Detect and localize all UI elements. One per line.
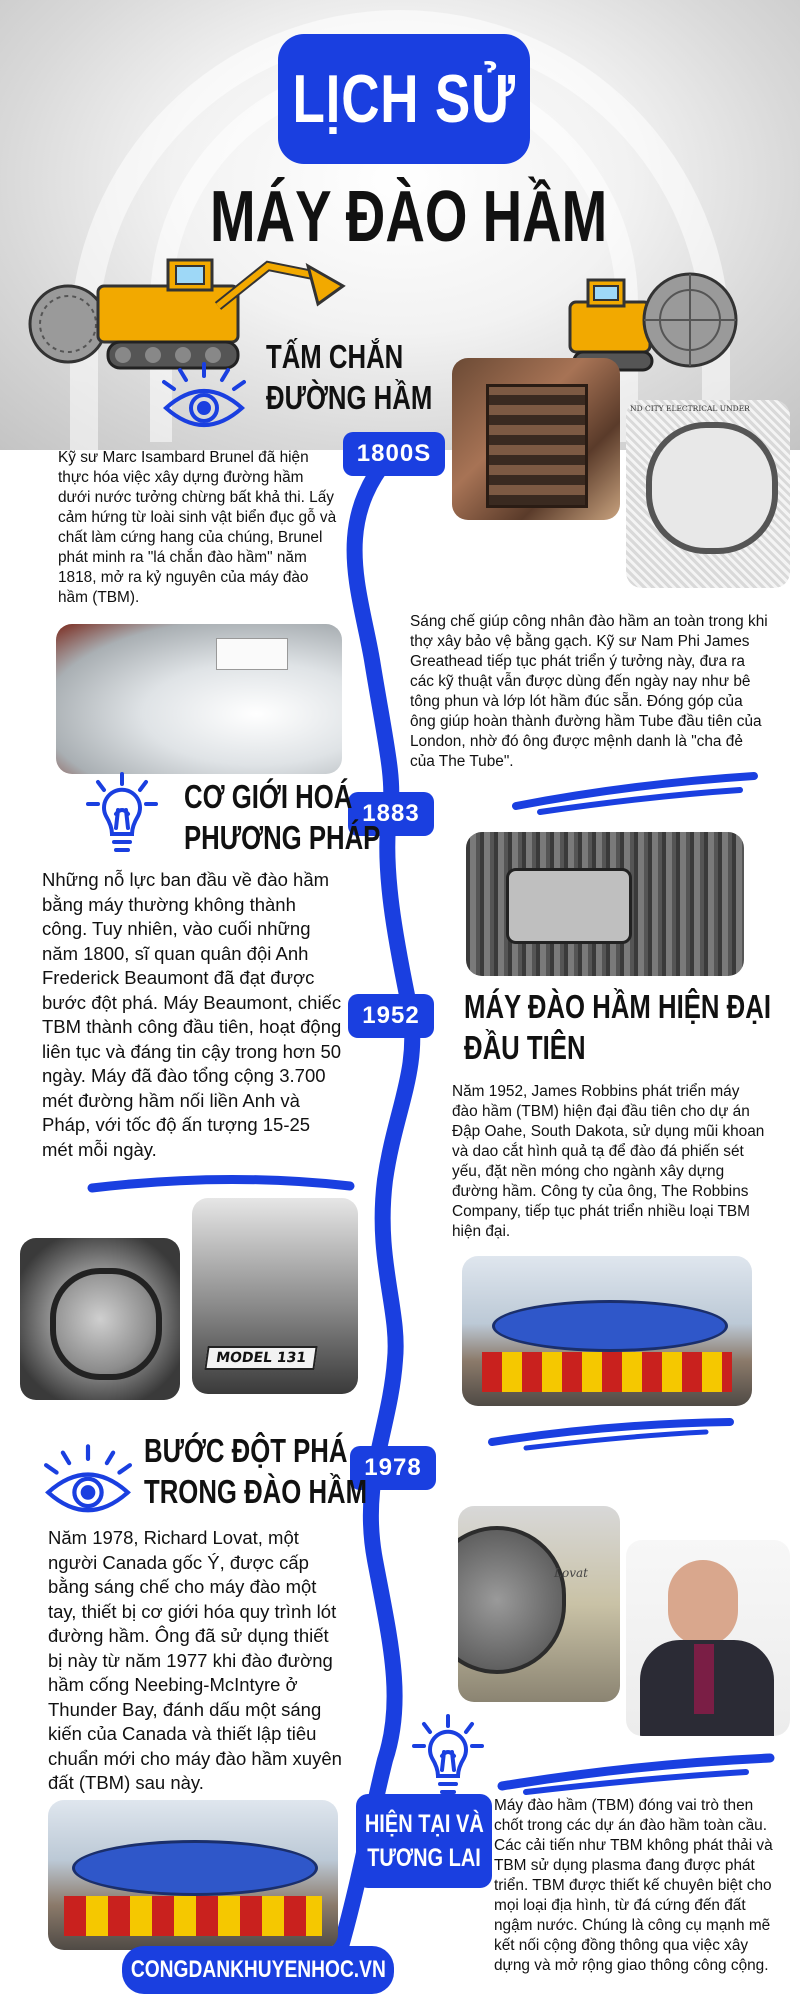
brush-stroke (486, 1414, 736, 1454)
page-title-line2: MÁY ĐÀO HẦM (210, 177, 608, 257)
footer-site-link[interactable]: CONGDANKHUYENHOC.VN (130, 1956, 386, 1983)
section-text-present-future: Máy đào hầm (TBM) đóng vai trò then chốt trong các dự án đào hầm toàn cầu. Các cải tiến như TBM không phát thải và TBM sử dụng plasma đang được phát triển. TBM được thiết kế chuyên biệt cho mọi loại địa hình, từ đá cứng đến đất ngậm nước. Chúng là công cụ mạnh mẽ kết nối cộng đồng thông qua việc xây dựng và mở rộng giao thông công cộng. (494, 1797, 773, 1974)
section-heading-breakthrough: BƯỚC ĐỘT PHÁ TRONG ĐÀO HẦM (144, 1432, 368, 1511)
tbm-assembly-photo (48, 1800, 338, 1950)
brush-stroke (510, 770, 760, 816)
modern-tunnel-photo (56, 624, 342, 774)
section-text-shield-b: Sáng chế giúp công nhân đào hầm an toàn trong khi thợ xây bảo vệ bằng gạch. Kỹ sư Nam Phi James Greathead tiếp tục phát triển ý tưởng này, đưa ra các kỹ thuật vẫn được dùng đến ngày nay như bê tông phun và lớp lót hầm đúc sẵn. Đóng góp của ông giúp hoàn thành đường hầm Tube đầu tiên của London, nhờ đó ông được mệnh danh là "cha đẻ của The Tube". (410, 613, 768, 770)
footer-site-badge[interactable] (122, 1946, 394, 1994)
tunnel-shield-photo (452, 358, 620, 520)
eye-icon (162, 362, 246, 436)
beaumont-machine-photo (466, 832, 744, 976)
year-badge-1800s: 1800S (343, 432, 445, 476)
section-heading-mechanization: CƠ GIỚI HOÁ PHƯƠNG PHÁP (184, 778, 381, 857)
lightbulb-icon (412, 1714, 484, 1800)
greathead-engraving: ND CITY ELECTRICAL UNDER (626, 400, 790, 588)
lightbulb-icon (86, 772, 158, 858)
lovat-tbm-photo: Lovat (458, 1506, 620, 1702)
section-text-first-modern: Năm 1952, James Robbins phát triển máy đào hầm (TBM) hiện đại đầu tiên cho dự án Đập Oahe, South Dakota, sử dụng mũi khoan và dao cắt hình quả tạ để đào đá phiến sét yếu, đặt nền móng cho ngành xây dựng đường hầm. Công ty của ông, The Robbins Company, tiếp tục phát triển nhiều loại TBM hiện đại. (452, 1083, 765, 1240)
section-text-breakthrough: Năm 1978, Richard Lovat, một người Canada gốc Ý, được cấp bằng sáng chế cho máy đào một tay, thiết bị cơ giới hóa quy trình lót đường hầm. Ông đã sử dụng thiết bị này từ năm 1977 khi đào đường hầm cống Neebing-McIntyre ở Thunder Bay, đánh dấu một sáng kiến của Canada và thiết lập tiêu chuẩn mới cho máy đào hầm xuyên đất (TBM) sau này. (48, 1527, 342, 1793)
section-text-shield-a: Kỹ sư Marc Isambard Brunel đã hiện thực hóa việc xây dựng đường hầm dưới nước tưởng chừng bất khả thi. Lấy cảm hứng từ loài sinh vật biển đục gỗ và chất làm cứng hang của chúng, Brunel phát minh ra "lá chắn đào hầm" năm 1818, mở ra kỷ nguyên của máy đào hầm (TBM). (58, 449, 337, 606)
section-heading-shield: TẤM CHẮN ĐƯỜNG HẦM (266, 338, 433, 417)
year-badge-1952: 1952 (348, 994, 434, 1038)
eye-icon (44, 1444, 132, 1522)
brush-stroke (496, 1752, 776, 1796)
page-title-line1: LỊCH SỬ (292, 61, 516, 137)
robbins-cutterhead-photo (20, 1238, 180, 1400)
richard-lovat-portrait (626, 1540, 790, 1736)
modern-tbm-photo (462, 1256, 752, 1406)
section-heading-first-modern: MÁY ĐÀO HẦM HIỆN ĐẠI ĐẦU TIÊN (464, 988, 771, 1067)
present-future-badge: HIỆN TẠI VÀ TƯƠNG LAI (356, 1794, 492, 1888)
year-badge-1883: 1883 (348, 792, 434, 836)
model-131-photo: MODEL 131 (192, 1198, 358, 1394)
year-badge-1978: 1978 (350, 1446, 436, 1490)
section-text-mechanization: Những nỗ lực ban đầu về đào hầm bằng máy thường không thành công. Tuy nhiên, vào cuối những năm 1800, sĩ quan quân đội Anh Frederick Beaumont đã đạt được bước đột phá. Máy Beaumont, chiếc TBM thành công đầu tiên, hoạt động liên tục và đáng tin cậy trong hơn 50 ngày. Máy đã đào tổng cộng 3.700 mét đường hầm nối liền Anh và Pháp, với tốc độ ấn tượng 15-25 mét mỗi ngày. (42, 869, 342, 1160)
